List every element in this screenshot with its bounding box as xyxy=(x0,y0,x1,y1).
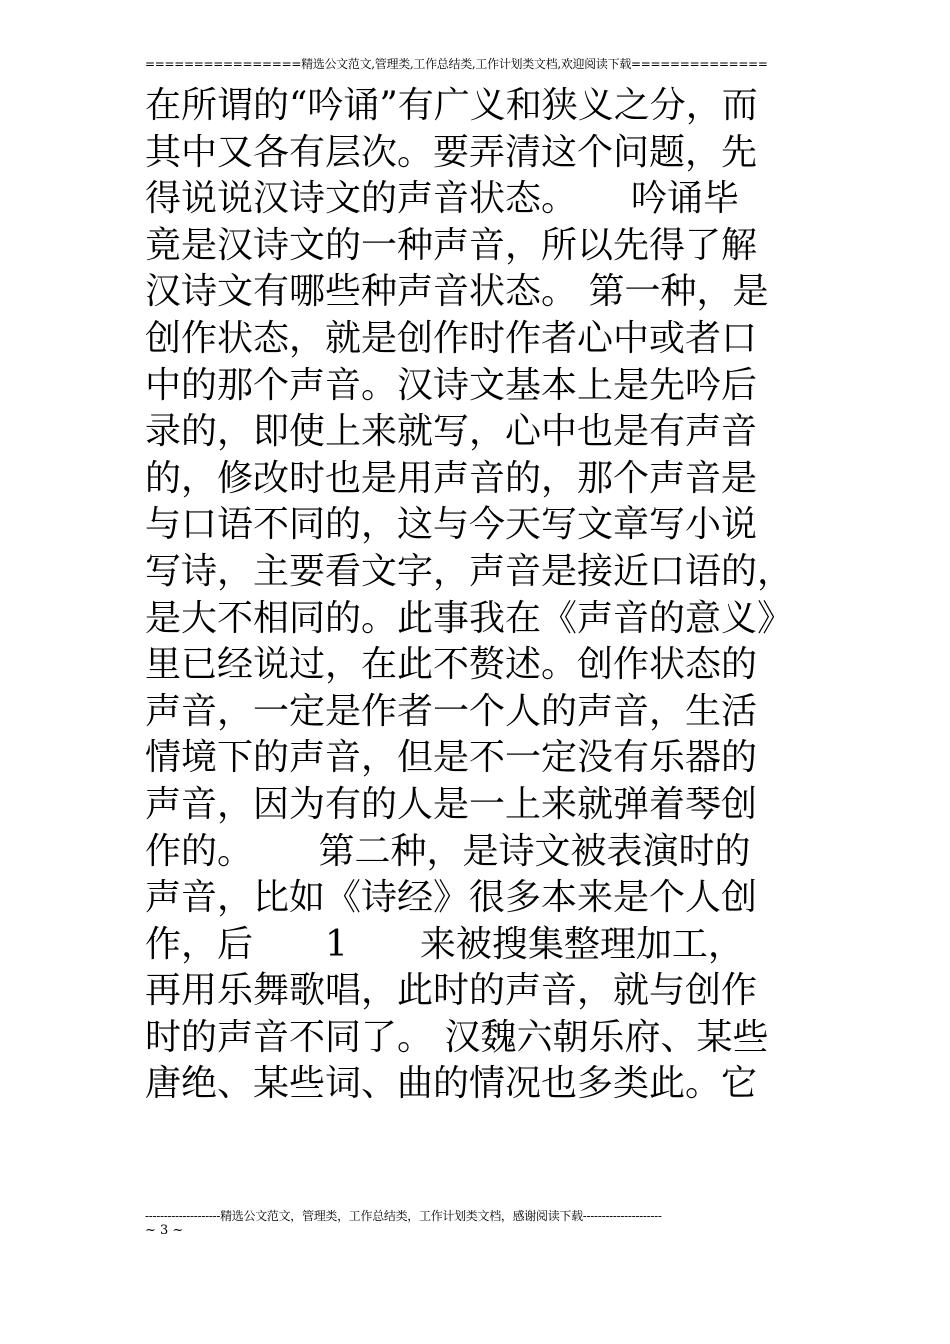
body-line: 汉诗文有哪些种声音状态。 第一种，是 xyxy=(145,271,769,313)
body-line: 情境下的声音，但是不一定没有乐器的 xyxy=(145,737,758,779)
body-line: 声音，一定是作者一个人的声音，生活 xyxy=(145,690,758,732)
body-line: 在所谓的“吟诵”有广义和狭义之分，而 xyxy=(145,85,758,126)
page-header: ================精选公文范文,管理类,工作总结类,工作计划类文档,欢迎阅读下载============== xyxy=(145,57,768,71)
body-line: 得说说汉诗文的声音状态。 吟诵毕 xyxy=(145,178,740,220)
body-line: 再用乐舞歌唱，此时的声音，就与创作 xyxy=(145,970,758,1012)
body-line: 作，后 1 来被搜集整理加工， xyxy=(145,923,744,965)
body-line: 竟是汉诗文的一种声音，所以先得了解 xyxy=(145,224,758,266)
body-line: 里已经说过，在此不赘述。创作状态的 xyxy=(145,644,758,686)
body-line: 声音，因为有的人是一上来就弹着琴创 xyxy=(145,783,758,825)
body-line: 的，修改时也是用声音的，那个声音是 xyxy=(145,457,758,499)
body-line: 其中又各有层次。要弄清这个问题，先 xyxy=(145,131,758,173)
body-line: 作的。 第二种，是诗文被表演时的 xyxy=(145,830,751,872)
body-line: 中的那个声音。汉诗文基本上是先吟后 xyxy=(145,364,758,406)
body-line: 唐绝、某些词、曲的情况也多类此。它 xyxy=(145,1063,758,1105)
page-footer: --------------------精选公文范文，管理类，工作总结类，工作计划类文档，感谢阅读下载--------------------- xyxy=(145,1209,662,1223)
body-line: 写诗，主要看文字，声音是接近口语的， xyxy=(145,550,794,592)
body-line: 创作状态，就是创作时作者心中或者口 xyxy=(145,317,758,359)
body-line: 是大不相同的。此事我在《声音的意义》 xyxy=(145,597,794,639)
body-line: 录的，即使上来就写，心中也是有声音 xyxy=(145,411,758,453)
body-line: 时的声音不同了。 汉魏六朝乐府、某些 xyxy=(145,1016,769,1058)
body-text xyxy=(145,83,815,1108)
body-line: 与口语不同的，这与今天写文章写小说 xyxy=(145,504,758,546)
body-line: 声音，比如《诗经》很多本来是个人创 xyxy=(145,877,758,919)
page-number: ~ 3 ~ xyxy=(145,1223,184,1238)
